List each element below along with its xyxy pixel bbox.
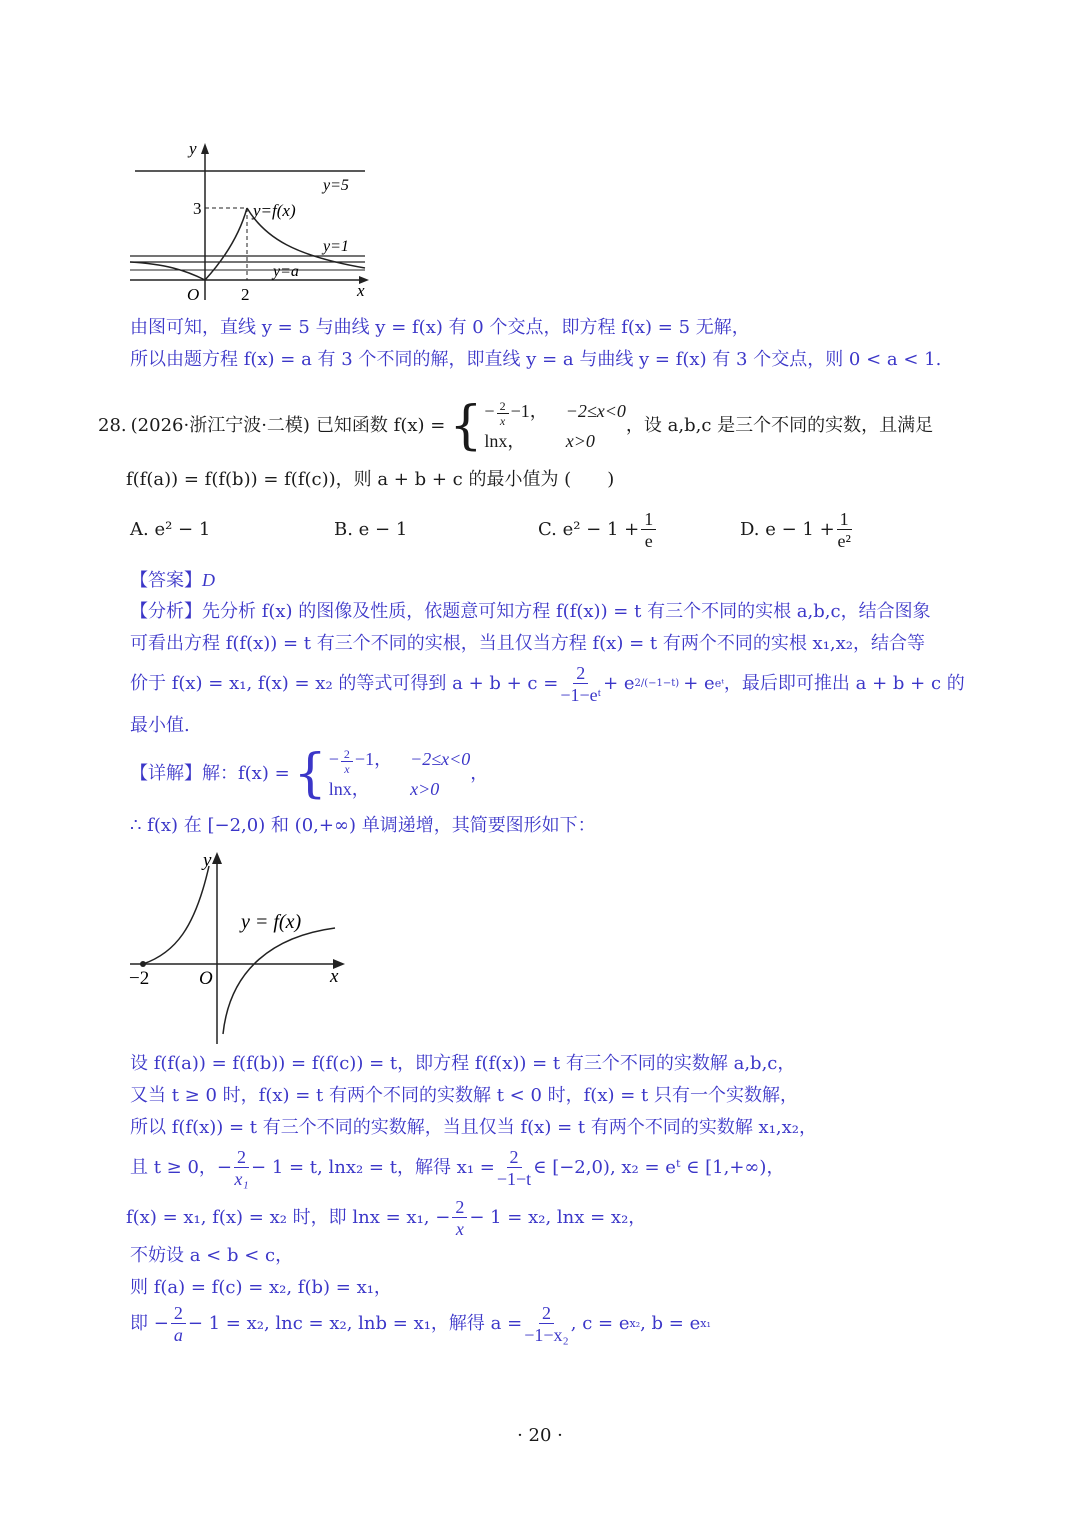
case2-expr: lnx， (484, 430, 526, 451)
option-c (538, 506, 658, 554)
detail-tag: 【详解】 (130, 763, 202, 784)
conclusion-line-1: 由图可知，直线 y = 5 与曲线 y = f(x) 有 0 个交点，即方程 f(x) = 5 无解， (130, 317, 750, 338)
g2-curve-left (143, 866, 209, 964)
analysis-line-4: 最小值. (130, 715, 190, 736)
g2-y-label: y (203, 850, 212, 871)
case1-tail: −1， (510, 401, 548, 422)
answer-value: D (202, 570, 215, 590)
solution-line-8: 即 − $\frac{2}{a}$ − 1 = x₂, lnc = x₂, lnb = x₁，解得 a = $\frac{2}{\text{−1−x₂}}$ , c = e x₂ , b = e x₁ (130, 1302, 711, 1345)
g1-label-y5: y=5 (323, 177, 349, 194)
option-c-text: C. e² − 1 + (538, 519, 640, 540)
conclusion-line-2: 所以由题方程 f(x) = a 有 3 个不同的解，即直线 y = a 与曲线 y = f(x) 有 3 个交点，则 0 < a < 1. (130, 349, 942, 370)
g2-curve-right (223, 928, 335, 1034)
case1-cond: −2≤x<0 (565, 401, 626, 422)
problem-stem (98, 396, 933, 456)
g1-tick-3: 3 (193, 199, 202, 218)
option-d-text: D. e − 1 + (740, 519, 835, 540)
g1-tick-2: 2 (241, 285, 250, 304)
problem-stem-a: 已知函数 f(x) = (315, 415, 446, 436)
s4-frac-2: $\frac{2}{-1-t}$ (496, 1146, 532, 1189)
option-d (740, 506, 854, 554)
piecewise-brace: { (449, 396, 483, 456)
option-c-frac: $\frac{1}{e}$ (641, 509, 656, 552)
g2-x-label: x (330, 966, 339, 987)
solution-line-1: 设 f(f(a)) = f(f(b)) = f(f(c)) = t，即方程 f(f(x)) = t 有三个不同的实数解 a,b,c， (130, 1053, 796, 1074)
case1-frac: $\frac{2}{x}$ (497, 399, 509, 428)
problem-stem-b: ，设 a,b,c 是三个不同的实数，且满足 (625, 415, 934, 436)
g2-origin-label: O (199, 968, 213, 989)
graph-1 (125, 138, 375, 306)
s4-frac-1: $\frac{2}{\text{x₁}}$ (234, 1146, 249, 1189)
g2-y-axis-arrow (212, 852, 222, 864)
analysis-frac: $\frac{2}{\text{−1−eᵗ}}$ (560, 662, 602, 705)
option-d-frac: $\frac{1}{\text{e²}}$ (837, 508, 851, 551)
detail-line: 【详解】 解：f(x) = { − $\frac{2}{x}$ −1， −2≤x<0 lnx， x>0 ， (130, 744, 489, 804)
page-number: · 20 · (517, 1425, 563, 1446)
s8-frac-2: $\frac{2}{\text{−1−x₂}}$ (524, 1302, 569, 1345)
g1-label-fx: y=f(x) (253, 201, 296, 220)
solution-line-6: 不妨设 a < b < c， (130, 1245, 294, 1266)
solution-line-4: 且 t ≥ 0，− $\frac{2}{\text{x₁}}$ − 1 = t, lnx₂ = t，解得 x₁ = $\frac{2}{-1-t}$ ∈ [−2,0), x₂ = eᵗ ∈ [1,+∞)， (130, 1146, 785, 1189)
solution-line-3: 所以 f(f(x)) = t 有三个不同的实数解，当且仅当 f(x) = t 有两个不同的实数解 x₁,x₂， (130, 1117, 818, 1138)
analysis-line-1: 【分析】先分析 f(x) 的图像及性质，依题意可知方程 f(f(x)) = t 有三个不同的实根 a,b,c，结合图象 (130, 601, 931, 622)
answer-line (130, 568, 215, 593)
g2-curve-label: y = f(x) (241, 911, 302, 933)
g1-y-label: y (189, 139, 197, 158)
s5-frac: $\frac{2}{x}$ (452, 1197, 467, 1240)
curve-fx-mid (205, 208, 247, 280)
option-b: B. e − 1 (334, 519, 408, 540)
g1-x-label: x (357, 281, 365, 300)
answer-tag: 【答案】 (130, 570, 202, 591)
s8-frac-1: $\frac{2}{a}$ (171, 1303, 186, 1346)
solution-line-5: f(x) = x₁, f(x) = x₂ 时，即 lnx = x₁, − $\frac{2}{x}$ − 1 = x₂, lnx = x₂， (126, 1196, 647, 1239)
y-axis-arrow (201, 143, 209, 154)
analysis-line-3: 价于 f(x) = x₁, f(x) = x₂ 的等式可得到 a + b + c = $\frac{2}{\text{−1−eᵗ}}$ + e 2/(−1−t) + e eᵗ ，最后即可推出 a + b + c 的 (130, 662, 965, 705)
graph-2 (125, 848, 355, 1048)
curve-fx-left (130, 262, 205, 280)
problem-number: 28. (98, 415, 127, 436)
solution-line-2: 又当 t ≥ 0 时，f(x) = t 有两个不同的实数解 t < 0 时，f(x) = t 只有一个实数解， (130, 1085, 798, 1106)
analysis-line-2: 可看出方程 f(f(x)) = t 有三个不同的实根，当且仅当方程 f(x) = t 有两个不同的实根 x₁,x₂，结合等 (130, 633, 926, 654)
case2-cond: x>0 (565, 430, 595, 451)
detail-piecewise: { − $\frac{2}{x}$ −1， −2≤x<0 lnx， x>0 (293, 744, 471, 804)
problem-stem-c: f(f(a)) = f(f(b)) = f(f(c))，则 a + b + c 的最小值为 ( ) (126, 469, 615, 490)
solution-line-7: 则 f(a) = f(c) = x₂, f(b) = x₁， (130, 1277, 392, 1298)
analysis-tag: 【分析】 (130, 601, 202, 622)
case1-minus: − (484, 401, 495, 422)
piecewise-function (449, 396, 626, 456)
g1-origin-label: O (187, 285, 200, 304)
g2-tick-neg2: −2 (129, 968, 150, 989)
option-a: A. e² − 1 (130, 519, 211, 540)
problem-source: (2026·浙江宁波·二模) (130, 415, 310, 436)
g1-label-ya: y=a (273, 263, 299, 280)
detail-monotonic: ∴ f(x) 在 [−2,0) 和 (0,+∞) 单调递增，其简要图形如下： (130, 815, 596, 836)
g1-label-y1: y=1 (323, 238, 349, 255)
